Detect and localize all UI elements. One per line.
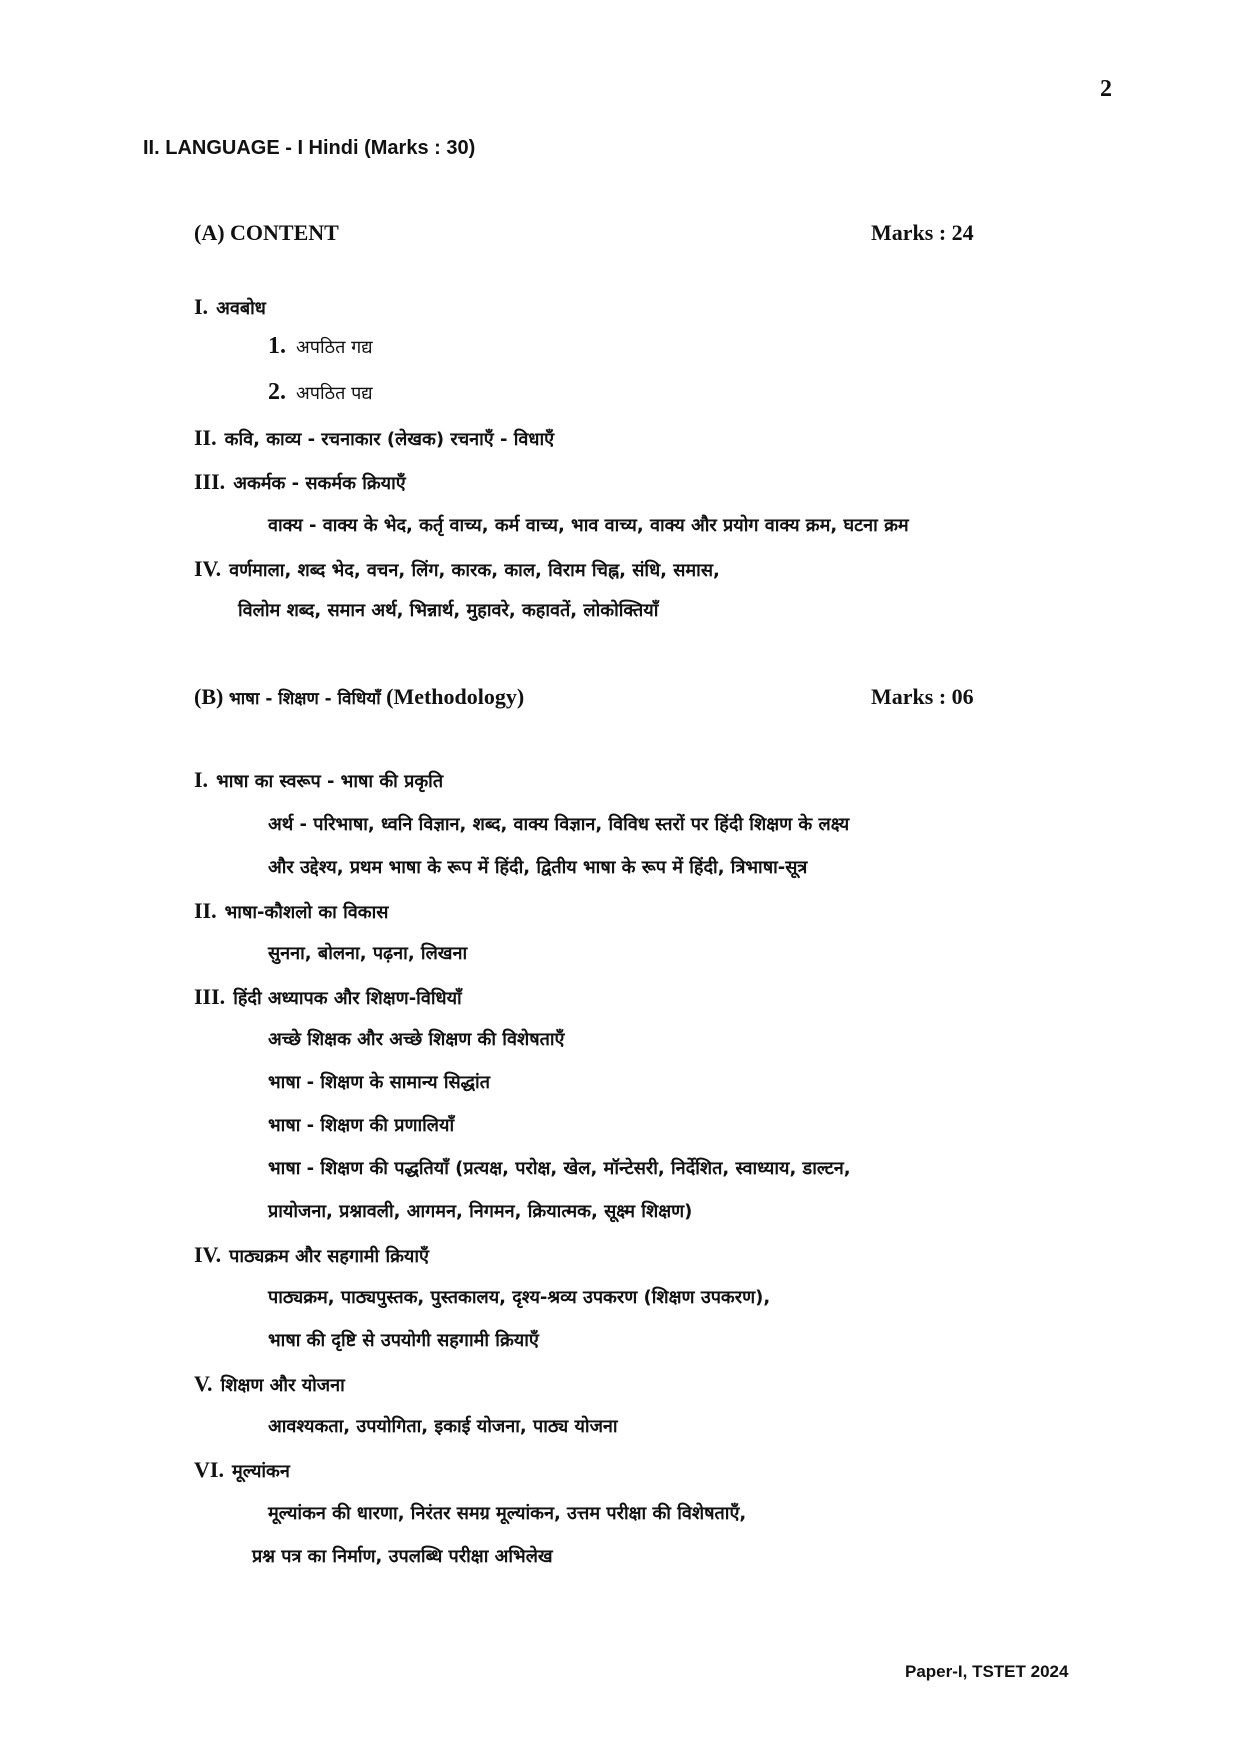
item-text: मूल्यांकन [231, 1461, 290, 1482]
section-b-line: मूल्यांकन की धारणा, निरंतर समग्र मूल्यांकन, उत्तम परीक्षा की विशेषताएँ, [268, 1503, 747, 1524]
item-text: अपठित गद्य [296, 337, 373, 358]
section-b-item-i [194, 767, 443, 793]
section-a-item-iii [194, 469, 406, 495]
section-a-item-2 [268, 379, 373, 406]
item-text: वर्णमाला, शब्द भेद, वचन, लिंग, कारक, काल, विराम चिह्न, संधि, समास, [229, 560, 720, 581]
section-a-item-ii [194, 425, 554, 451]
item-number: V. [194, 1371, 213, 1396]
section-b-item-iii [194, 984, 462, 1010]
item-text: भाषा का स्वरूप - भाषा की प्रकृति [216, 771, 444, 792]
footer-label: Paper-I, TSTET 2024 [905, 1662, 1069, 1681]
section-b-line: अर्थ - परिभाषा, ध्वनि विज्ञान, शब्द, वाक्य विज्ञान, विविध स्तरों पर हिंदी शिक्षण के लक्ष्य [268, 814, 850, 835]
section-b-line: भाषा - शिक्षण के सामान्य सिद्धांत [268, 1072, 490, 1093]
item-text: कवि, काव्य - रचनाकार (लेखक) रचनाएँ - विधाएँ [224, 429, 555, 450]
section-b-line: पाठ्यक्रम, पाठ्यपुस्तक, पुस्तकालय, दृश्य-श्रव्य उपकरण (शिक्षण उपकरण), [268, 1287, 771, 1308]
section-a-item-1 [268, 333, 373, 360]
item-number: II. [194, 425, 217, 450]
item-text: भाषा-कौशलो का विकास [224, 902, 389, 923]
item-number: 1. [268, 333, 286, 359]
section-b-title-hindi: भाषा - शिक्षण - विधियाँ [228, 689, 381, 709]
item-number: II. [194, 898, 217, 923]
section-b-line: और उद्देश्य, प्रथम भाषा के रूप में हिंदी, द्वितीय भाषा के रूप में हिंदी, त्रिभाषा-सूत्र [268, 857, 808, 878]
item-text: अकर्मक - सकर्मक क्रियाएँ [233, 473, 406, 494]
section-b-line: प्रश्न पत्र का निर्माण, उपलब्धि परीक्षा अभिलेख [252, 1546, 553, 1567]
item-number: III. [194, 984, 226, 1009]
section-a-line: विलोम शब्द, समान अर्थ, भिन्नार्थ, मुहावरे, कहावतें, लोकोक्तियाँ [238, 600, 659, 621]
item-text: पाठ्यक्रम और सहगामी क्रियाएँ [229, 1246, 429, 1267]
section-a-title: (A) CONTENT [194, 220, 339, 245]
main-heading: II. LANGUAGE - I Hindi (Marks : 30) [143, 137, 476, 159]
section-b-title-prefix: (B) [194, 684, 224, 709]
item-number: I. [194, 294, 209, 319]
section-b-item-vi [194, 1457, 290, 1483]
section-b-line: अच्छे शिक्षक और अच्छे शिक्षण की विशेषताएँ [268, 1029, 565, 1050]
item-number: VI. [194, 1457, 224, 1482]
section-b-line: सुनना, बोलना, पढ़ना, लिखना [268, 943, 468, 964]
section-b-item-iv [194, 1242, 429, 1268]
section-b-marks: Marks : 06 [871, 684, 974, 709]
section-b-line: भाषा - शिक्षण की प्रणालियाँ [268, 1115, 455, 1136]
item-number: III. [194, 469, 226, 494]
item-text: अवबोध [216, 298, 266, 319]
item-text: अपठित पद्य [296, 383, 373, 404]
page-number: 2 [1100, 76, 1112, 102]
section-b-title-suffix: (Methodology) [386, 684, 525, 709]
section-a-item-iv [194, 556, 720, 582]
section-b-line: भाषा - शिक्षण की पद्धतियाँ (प्रत्यक्ष, परोक्ष, खेल, मॉन्टेसरी, निर्देशित, स्वाध्याय, डाल्टन, [268, 1158, 851, 1179]
item-number: 2. [268, 379, 286, 405]
section-b-line: प्रायोजना, प्रश्नावली, आगमन, निगमन, क्रियात्मक, सूक्ष्म शिक्षण) [268, 1201, 693, 1222]
item-number: IV. [194, 1242, 222, 1267]
section-b-item-ii [194, 898, 388, 924]
item-number: I. [194, 767, 209, 792]
section-a-line: वाक्य - वाक्य के भेद, कर्तृ वाच्य, कर्म वाच्य, भाव वाच्य, वाक्य और प्रयोग वाक्य क्रम, घटना क्रम [268, 515, 909, 536]
section-a-item-i [194, 294, 266, 320]
section-a-marks: Marks : 24 [871, 220, 974, 245]
section-b-item-v [194, 1371, 345, 1397]
section-b-title [194, 684, 524, 710]
item-text: हिंदी अध्यापक और शिक्षण-विधियाँ [233, 988, 462, 1009]
item-text: शिक्षण और योजना [220, 1375, 345, 1396]
section-b-line: आवश्यकता, उपयोगिता, इकाई योजना, पाठ्य योजना [268, 1416, 618, 1437]
item-number: IV. [194, 556, 222, 581]
section-b-line: भाषा की दृष्टि से उपयोगी सहगामी क्रियाएँ [268, 1330, 539, 1351]
